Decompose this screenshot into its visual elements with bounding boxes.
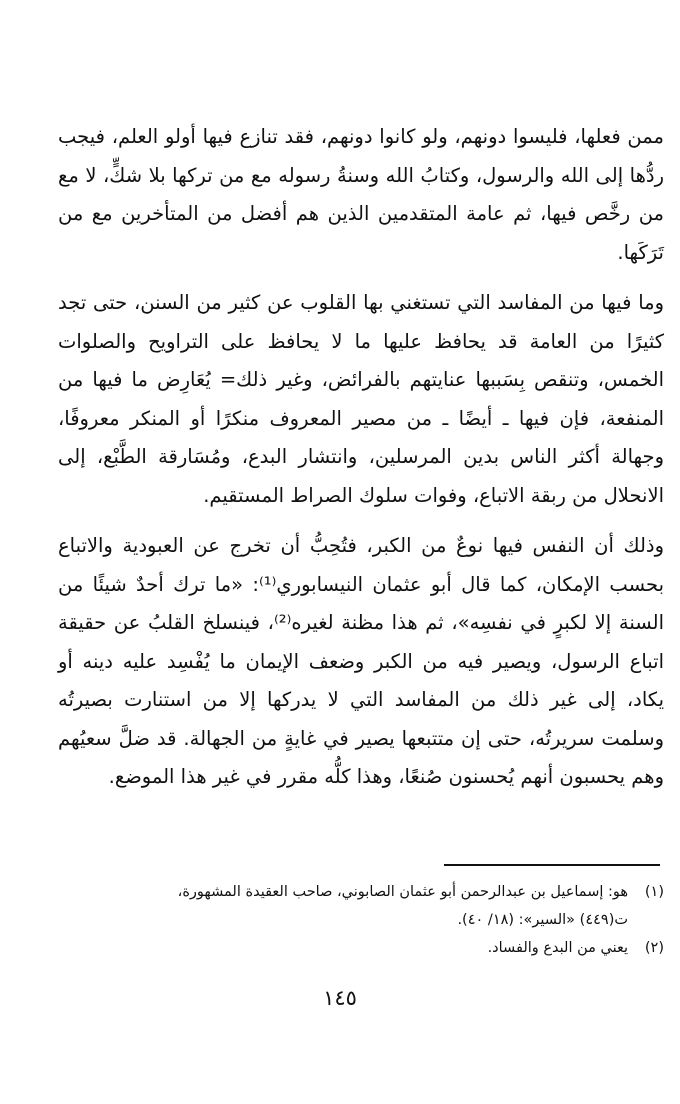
paragraph-1: ممن فعلها، فليسوا دونهم، ولو كانوا دونهم، فقد تنازع فيها أولو العلم، فيجب ردُّها إلى الله والرسول، وكتابُ الله وسنةُ رسوله مع من تركها بلا شكٍّ، لا مع من رخَّص فيها، ثم عامة المتقدمين الذين هم أفضل من المتأخرين مع من تَرَكَها. bbox=[58, 125, 664, 264]
footnote-line: يعني من البدع والفساد. bbox=[487, 940, 628, 956]
footnote-marker: (١) bbox=[644, 884, 664, 900]
footnote-line: هو: إسماعيل بن عبدالرحمن أبو عثمان الصابوني، صاحب العقيدة المشهورة، bbox=[177, 884, 628, 900]
footnote-text bbox=[58, 934, 628, 962]
footnote-separator bbox=[444, 864, 660, 866]
footnote-line: ت(٤٤٩) «السير»: (١٨/ ٤٠). bbox=[457, 912, 628, 928]
footnote-2 bbox=[58, 934, 664, 962]
footnote-marker: (٢) bbox=[644, 940, 664, 956]
footnote-1 bbox=[58, 878, 664, 934]
paragraph-2: وما فيها من المفاسد التي تستغني بها القلوب عن كثير من السنن، حتى تجد كثيرًا من العامة قد يحافظ عليها ما لا يحافظ على التراويح والصلوات الخمس، وتنقص بِسَببها عنايتهم بالفرائض، وغير ذلك= يُعَارِض ما فيها من المنفعة، فإن فيها ـ أيضًا ـ من مصير المعروف منكرًا أو المنكر معروفًا، وجهالة أكثر الناس بدين المرسلين، وانتشار البدع، ومُسَارقة الطَّبْع، إلى الانحلال من ربقة الاتباع، وفوات سلوك الصراط المستقيم. bbox=[58, 291, 664, 507]
paragraph-3: وذلك أن النفس فيها نوعٌ من الكبر، فتُحِبُّ أن تخرج عن العبودية والاتباع بحسب الإمكان، كما قال أبو عثمان النيسابوري⁽¹⁾: «ما ترك أحدٌ شيئًا من السنة إلا لكبرٍ في نفسِه»، ثم هذا مظنة لغيره⁽²⁾، فينسلخ القلبُ عن حقيقة اتباع الرسول، ويصير فيه من الكبر وضعف الإيمان ما يُفْسِد عليه دينه أو يكاد، إلى غير ذلك من المفاسد التي لا يدركها إلا من استنارت بصيرتُه وسلمت سريرتُه، حتى إن متتبعها يصير في غايةٍ من الجهالة. قد ضلَّ سعيُهم وهم يحسبون أنهم يُحسنون صُنعًا، وهذا كلُّه مقرر في غير هذا الموضع. bbox=[58, 534, 664, 788]
footnote-text bbox=[58, 878, 628, 934]
main-text bbox=[58, 118, 664, 797]
footnotes bbox=[58, 878, 664, 962]
page-number: ١٤٥ bbox=[323, 986, 357, 1010]
